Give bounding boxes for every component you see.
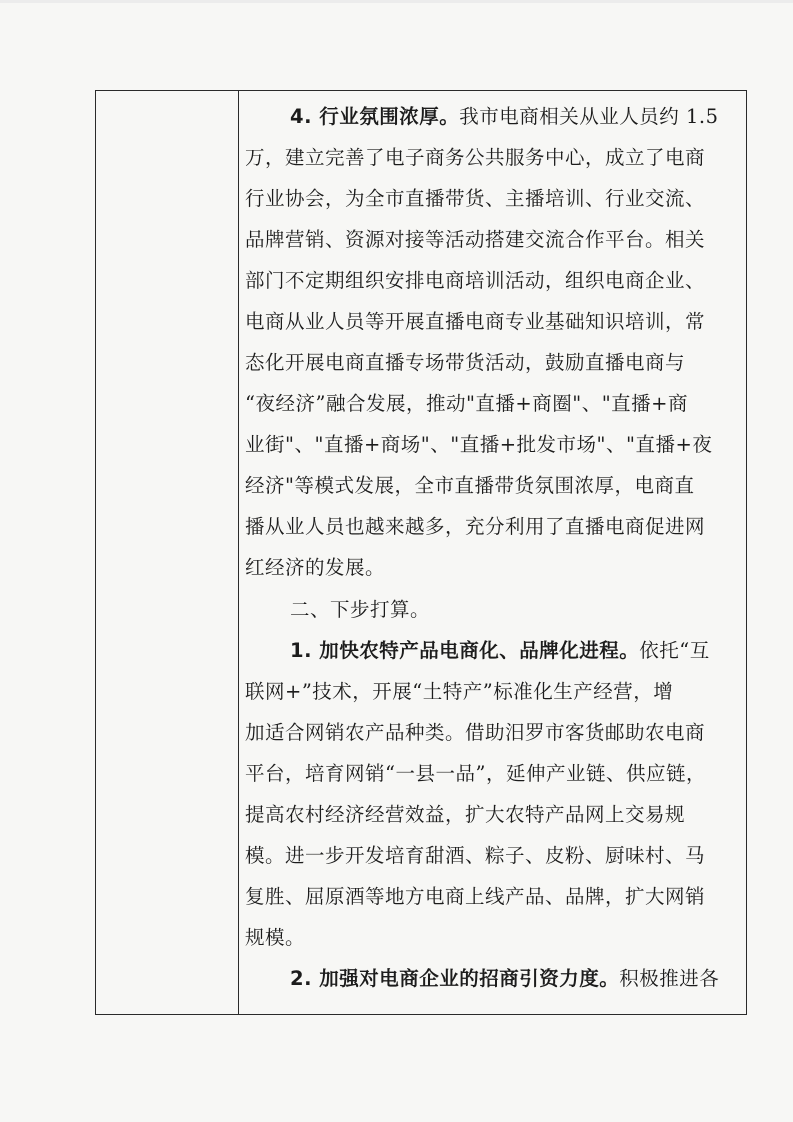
text-line: 万，建立完善了电子商务公共服务中心，成立了电商	[245, 146, 706, 169]
text-line	[290, 105, 780, 129]
table-left-column	[96, 91, 239, 1014]
paragraph-heading: 4. 行业氛围浓厚。	[290, 105, 460, 128]
text-line: 模。进一步开发培育甜酒、粽子、皮粉、厨味村、马	[245, 844, 706, 867]
scan-edge	[0, 0, 793, 3]
document-table	[95, 90, 747, 1015]
text-line: 加适合网销农产品种类。借助汨罗市客货邮助农电商	[245, 721, 706, 744]
text-line: 提高农村经济经营效益，扩大农特产品网上交易规	[245, 803, 686, 826]
text-line: 行业协会，为全市直播带货、主播培训、行业交流、	[245, 187, 706, 210]
text-line: 复胜、屈原酒等地方电商上线产品、品牌，扩大网销	[245, 885, 706, 908]
table-content-column	[239, 91, 748, 1014]
text-line: 经济"等模式发展，全市直播带货氛围浓厚，电商直	[245, 474, 695, 497]
text-line	[290, 639, 780, 663]
line-text: 依托“互	[639, 639, 710, 662]
text-line: 态化开展电商直播专场带货活动，鼓励直播电商与	[245, 351, 686, 374]
text-line: 品牌营销、资源对接等活动搭建交流合作平台。相关	[245, 228, 706, 251]
text-line: 部门不定期组织安排电商培训活动，组织电商企业、	[245, 269, 706, 292]
text-line: 业街"、"直播+商场"、"直播+批发市场"、"直播+夜	[245, 433, 713, 456]
line-text: 积极推进各	[619, 967, 720, 990]
text-line	[290, 967, 780, 991]
text-line: 平台，培育网销“一县一品”，延伸产业链、供应链，	[245, 762, 706, 785]
line-text: 我市电商相关从业人员约 1.5	[459, 105, 719, 128]
text-line: 电商从业人员等开展直播电商专业基础知识培训，常	[245, 310, 706, 333]
text-line: 联网+”技术，开展“土特产”标准化生产经营，增	[245, 680, 674, 703]
paragraph-heading: 1. 加快农特产品电商化、品牌化进程。	[290, 639, 640, 662]
text-line: 红经济的发展。	[245, 556, 386, 579]
paragraph-heading: 2. 加强对电商企业的招商引资力度。	[290, 967, 620, 990]
section-heading: 二、下步打算。	[290, 598, 431, 621]
text-line: 播从业人员也越来越多，充分利用了直播电商促进网	[245, 515, 706, 538]
text-line: 规模。	[245, 926, 306, 949]
text-line: “夜经济”融合发展，推动"直播+商圈"、"直播+商	[245, 392, 689, 415]
